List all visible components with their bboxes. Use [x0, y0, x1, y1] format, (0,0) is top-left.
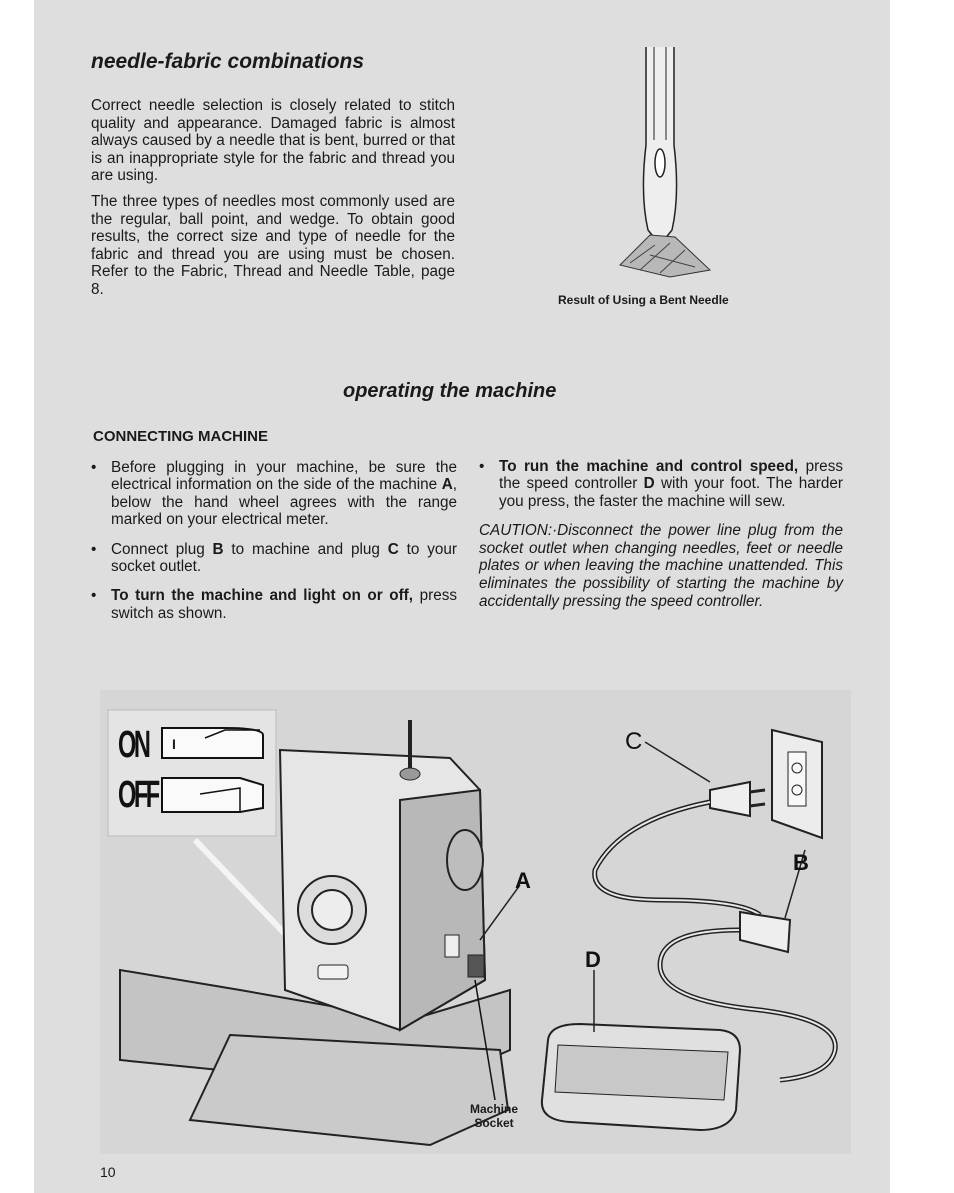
label-c: C: [625, 728, 643, 755]
section-title-needle-fabric: needle-fabric combinations: [91, 50, 365, 73]
label-a: A: [515, 868, 531, 893]
subheading-connecting: CONNECTING MACHINE: [93, 428, 268, 445]
caution-note: CAUTION:·Disconnect the power line plug from the socket outlet when changing needles, feet or needle plates or when leaving the machine unattended. This eliminates the possibility of starting the machine by accidentally pressing the speed controller.: [479, 522, 843, 610]
section-title-operating: operating the machine: [343, 380, 557, 402]
bullets-right: [479, 458, 843, 610]
bullet-item: • Before plugging in your machine, be sure the electrical information on the side of the machine A, below the hand wheel agrees with the range marked on your electrical meter.: [91, 459, 457, 529]
label-b: B: [793, 850, 809, 875]
paragraph: The three types of needles most commonly used are the regular, ball point, and wedge. To obtain good results, the correct size and type of needle for the fabric and thread you are using must be chosen. Refer to the Fabric, Thread and Needle Table, page 8.: [91, 192, 455, 298]
switch-on-label: ON: [118, 724, 149, 766]
bullets-left: [91, 459, 457, 634]
label-d: D: [585, 947, 601, 972]
bullet-item: • To run the machine and control speed, press the speed controller D with your foot. The harder you press, the faster the machine will sew.: [479, 458, 843, 510]
page-number: 10: [100, 1164, 116, 1180]
socket-label-line: Socket: [474, 1116, 514, 1130]
bullet-item: • Connect plug B to machine and plug C to your socket outlet.: [91, 540, 457, 576]
switch-mark: I: [172, 736, 176, 752]
needle-fabric-body: [91, 97, 455, 307]
switch-off-label: OFF: [118, 774, 158, 816]
socket-label-line: Machine: [470, 1102, 519, 1116]
machine-socket-label: [470, 1102, 518, 1130]
paragraph: Correct needle selection is closely related to stitch quality and appearance. Damaged fabric is almost always caused by a needle that is bent, burred or that is an inappropriate style for the fabric and thread you are using.: [91, 97, 455, 185]
bullet-item: • To turn the machine and light on or off, press switch as shown.: [91, 587, 457, 622]
bent-needle-illustration: [610, 45, 720, 285]
figure-caption: Result of Using a Bent Needle: [558, 293, 729, 307]
machine-drawing: [100, 690, 851, 1154]
machine-connection-illustration: [100, 690, 851, 1154]
